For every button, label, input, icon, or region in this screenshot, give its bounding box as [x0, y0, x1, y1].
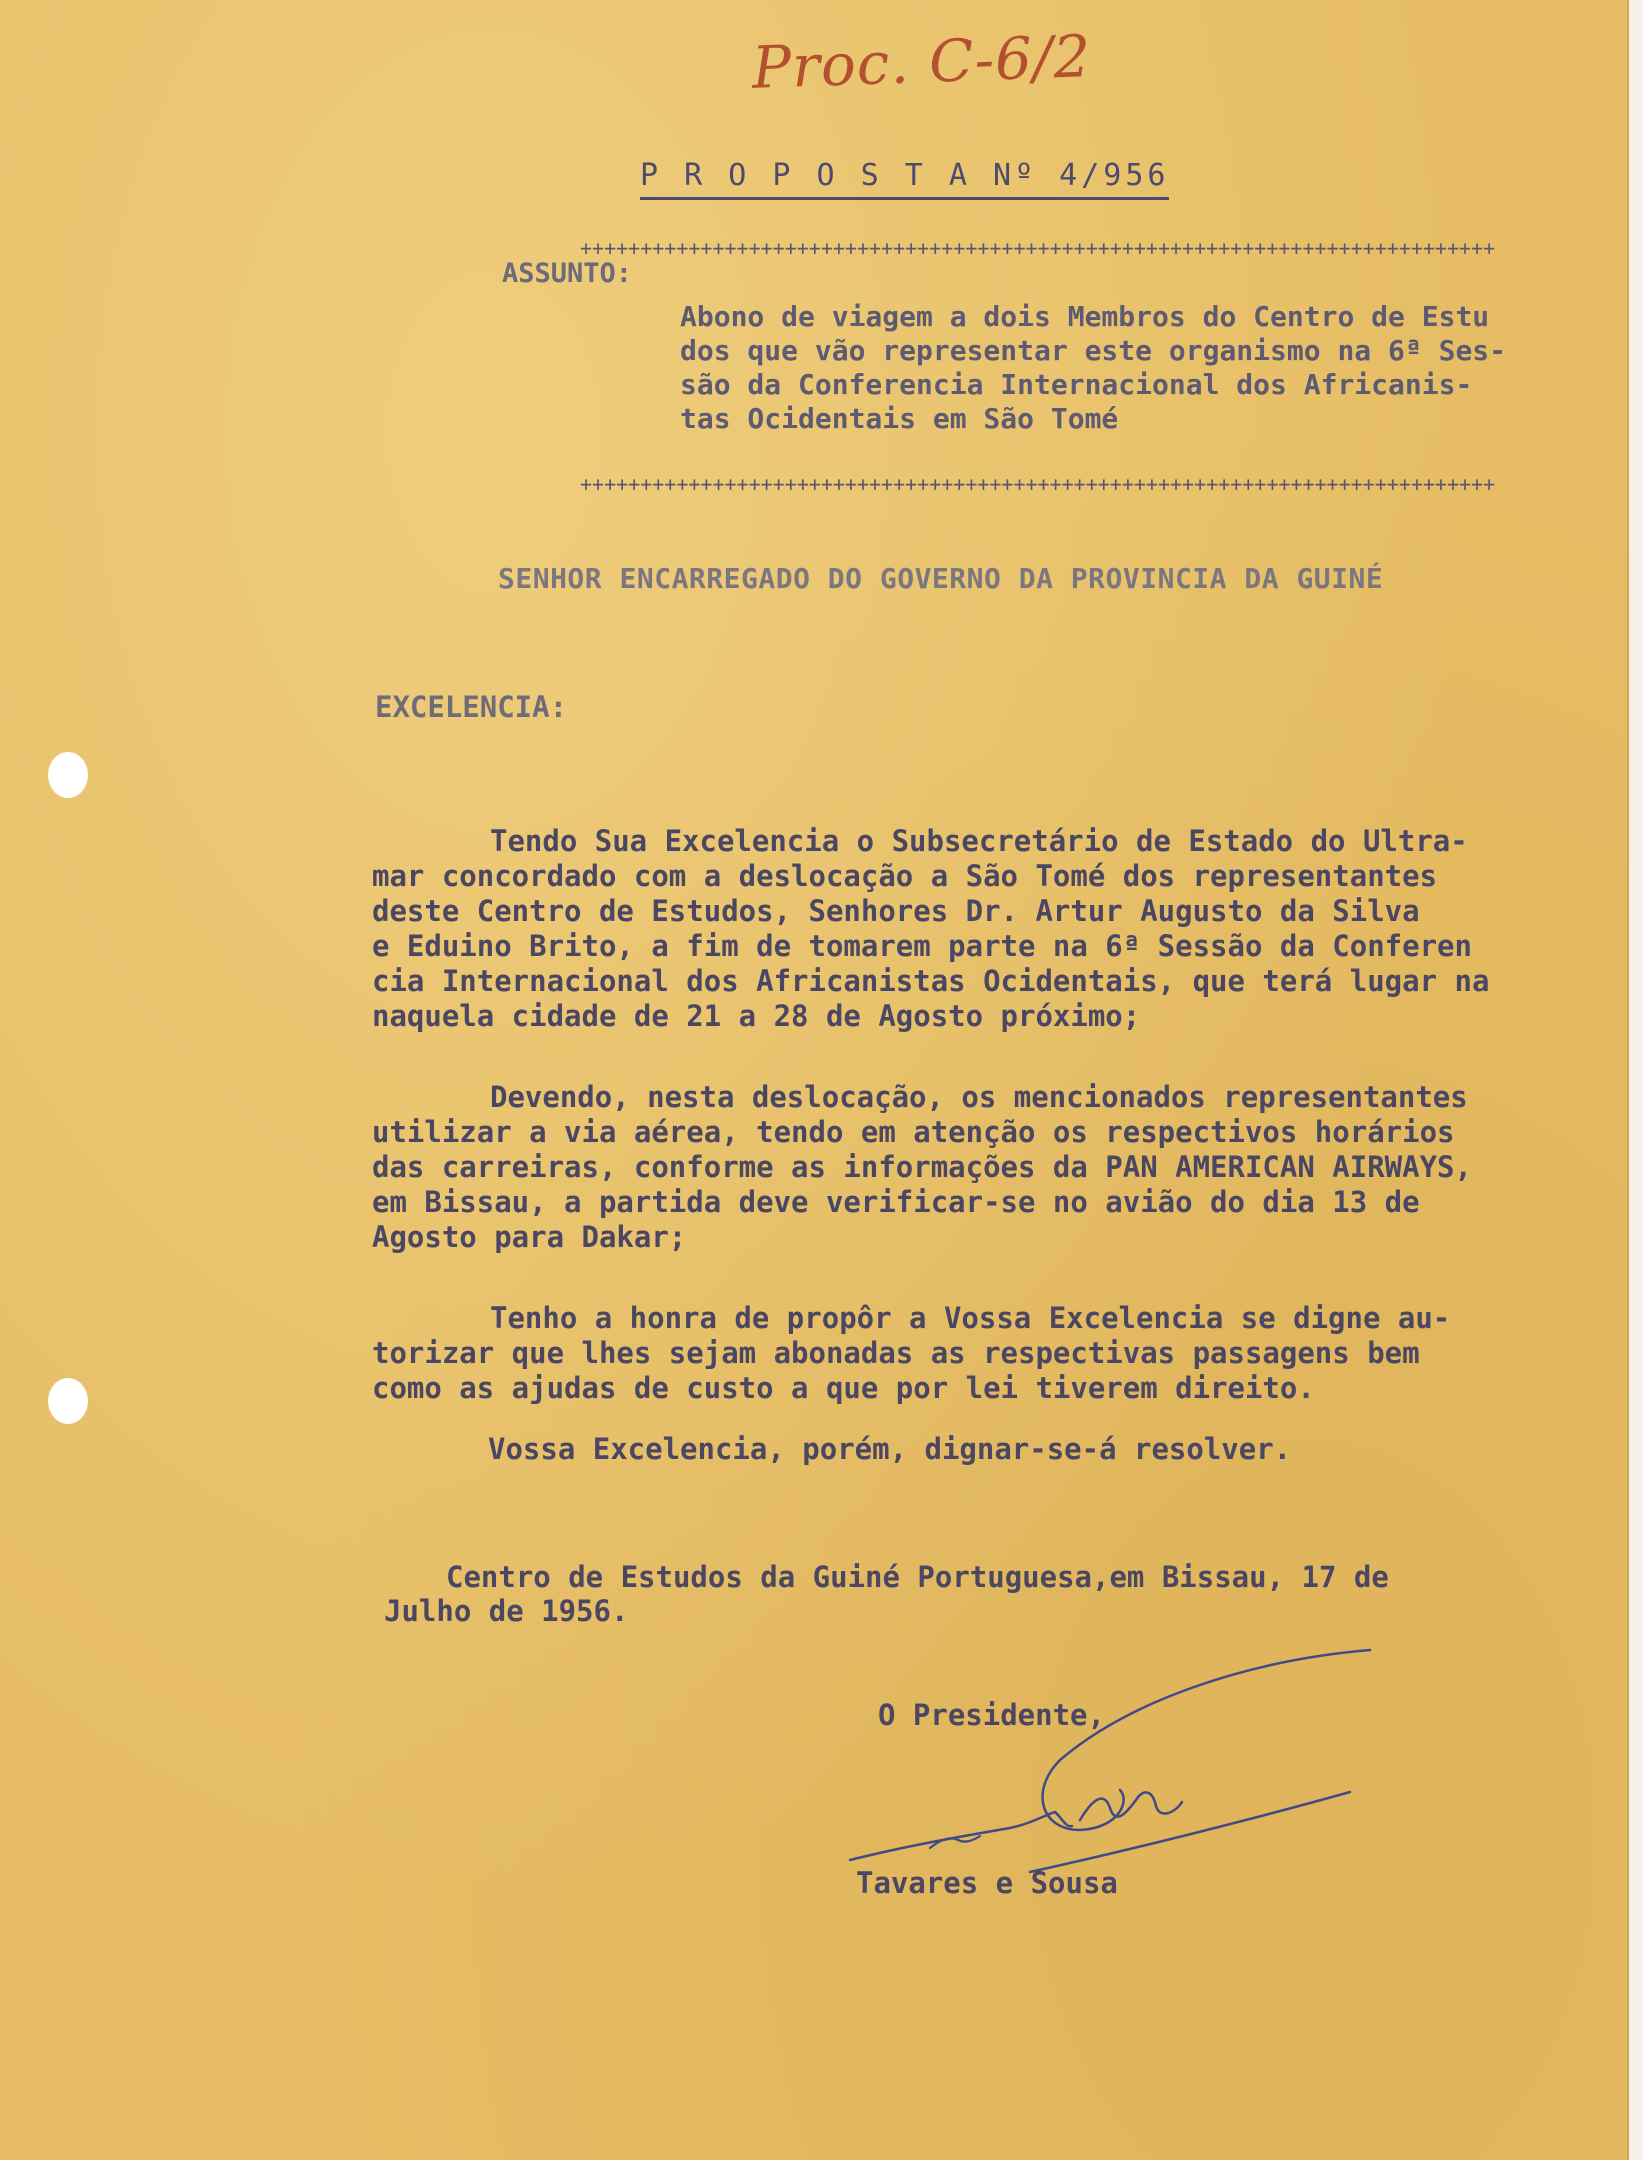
signer-name: Tavares e Sousa: [856, 1866, 1118, 1900]
recipient: SENHOR ENCARREGADO DO GOVERNO DA PROVINCIA DA GUINÉ: [498, 562, 1384, 595]
paragraph-1: [372, 824, 1622, 1034]
body-line: Devendo, nesta deslocação, os mencionados representantes: [490, 1080, 1468, 1114]
body-line: como as ajudas de custo a que por lei tiverem direito.: [372, 1371, 1315, 1405]
body-line: em Bissau, a partida deve verificar-se no avião do dia 13 de: [372, 1185, 1420, 1219]
place-and-date: [384, 1560, 1389, 1628]
page-edge: [1627, 0, 1643, 2160]
body-line: das carreiras, conforme as informações da PAN AMERICAN AIRWAYS,: [372, 1150, 1472, 1184]
place-date-line: Centro de Estudos da Guiné Portuguesa,em Bissau, 17 de: [446, 1560, 1389, 1594]
subject-label: ASSUNTO:: [502, 258, 633, 289]
separator-bottom: ++++++++++++++++++++++++++++++++++++++++++++++++++++++++++++++++++++++++++++: [580, 472, 1496, 496]
body-line: Agosto para Dakar;: [372, 1220, 687, 1254]
handwritten-signature: [830, 1640, 1390, 1880]
subject-line: dos que vão representar este organismo na 6ª Ses-: [680, 334, 1507, 367]
closing-line: Vossa Excelencia, porém, dignar-se-á resolver.: [488, 1432, 1292, 1466]
body-line: utilizar a via aérea, tendo em atenção os respectivos horários: [372, 1115, 1455, 1149]
paragraph-2: [372, 1080, 1622, 1255]
signer-title: O Presidente,: [878, 1698, 1105, 1732]
body-line: Tendo Sua Excelencia o Subsecretário de Estado do Ultra-: [490, 824, 1468, 858]
body-line: torizar que lhes sejam abonadas as respectivas passagens bem: [372, 1336, 1420, 1370]
body-line: Tenho a honra de propôr a Vossa Excelencia se digne au-: [490, 1301, 1451, 1335]
subject-line: tas Ocidentais em São Tomé: [680, 402, 1119, 435]
salutation: EXCELENCIA:: [375, 690, 568, 724]
handwritten-reference: Proc. C-6/2: [750, 22, 1093, 102]
punch-hole-top: [48, 752, 88, 798]
punch-hole-bottom: [48, 1378, 88, 1424]
separator-top: ++++++++++++++++++++++++++++++++++++++++++++++++++++++++++++++++++++++++++++: [580, 236, 1496, 260]
body-line: cia Internacional dos Africanistas Ocidentais, que terá lugar na: [372, 964, 1490, 998]
letter-body: [372, 824, 1622, 1452]
body-line: naquela cidade de 21 a 28 de Agosto próximo;: [372, 999, 1141, 1033]
subject-line: Abono de viagem a dois Membros do Centro de Estu: [680, 300, 1490, 333]
place-date-line: Julho de 1956.: [384, 1594, 629, 1628]
body-line: e Eduino Brito, a fim de tomarem parte na 6ª Sessão da Conferen: [372, 929, 1472, 963]
subject-text: [680, 300, 1625, 436]
subject-line: são da Conferencia Internacional dos Africanis-: [680, 368, 1473, 401]
body-line: mar concordado com a deslocação a São Tomé dos representantes: [372, 859, 1438, 893]
body-line: deste Centro de Estudos, Senhores Dr. Artur Augusto da Silva: [372, 894, 1420, 928]
document-title: P R O P O S T A Nº 4/956: [640, 158, 1169, 200]
paragraph-3: [372, 1301, 1622, 1406]
